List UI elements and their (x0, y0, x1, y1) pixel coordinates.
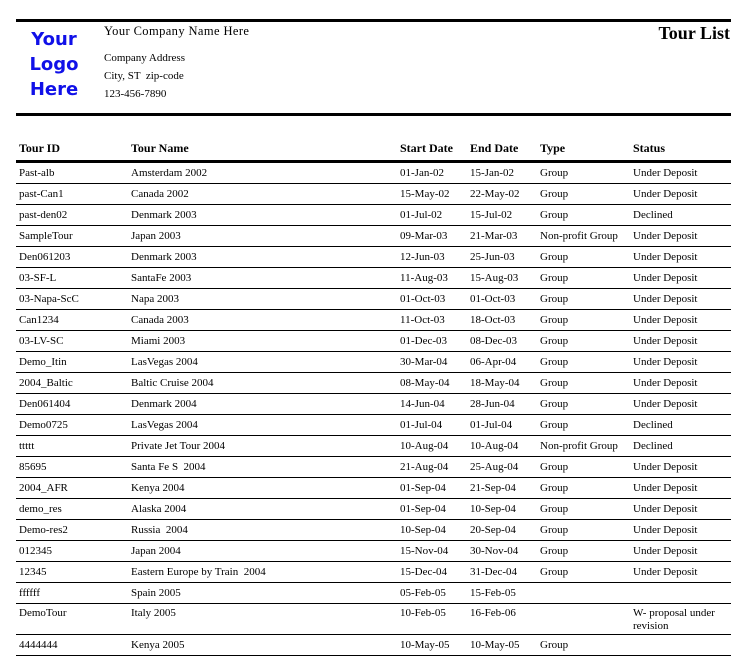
cell-status: Under Deposit (630, 478, 731, 499)
cell-type (537, 583, 630, 604)
cell-start-date: 10-Sep-04 (397, 520, 467, 541)
cell-start-date: 10-May-05 (397, 635, 467, 656)
cell-end-date: 01-Jul-04 (467, 415, 537, 436)
table-row (16, 478, 731, 499)
cell-end-date: 20-Sep-04 (467, 520, 537, 541)
column-header-tour-id: Tour ID (16, 139, 128, 162)
cell-tour-name: Canada 2002 (128, 184, 397, 205)
cell-end-date: 18-Oct-03 (467, 310, 537, 331)
cell-tour-name: Amsterdam 2002 (128, 162, 397, 184)
cell-type: Group (537, 499, 630, 520)
table-row (16, 162, 731, 184)
cell-start-date: 10-Feb-05 (397, 604, 467, 635)
cell-start-date: 01-Jul-04 (397, 415, 467, 436)
cell-tour-name: Canada 2003 (128, 310, 397, 331)
cell-tour-name: Alaska 2004 (128, 499, 397, 520)
table-row (16, 499, 731, 520)
cell-type: Group (537, 373, 630, 394)
cell-tour-id: 12345 (16, 562, 128, 583)
cell-end-date: 16-Feb-06 (467, 604, 537, 635)
cell-end-date: 01-Oct-03 (467, 289, 537, 310)
cell-end-date: 22-May-02 (467, 184, 537, 205)
cell-status: Under Deposit (630, 499, 731, 520)
table-row (16, 436, 731, 457)
table-header-row (16, 139, 731, 162)
cell-start-date: 21-Aug-04 (397, 457, 467, 478)
cell-status: Under Deposit (630, 520, 731, 541)
cell-tour-id: 85695 (16, 457, 128, 478)
tour-table (16, 139, 731, 656)
cell-type: Group (537, 394, 630, 415)
cell-tour-id: Demo-res2 (16, 520, 128, 541)
cell-tour-name: LasVegas 2004 (128, 352, 397, 373)
cell-status: Under Deposit (630, 562, 731, 583)
table-row (16, 331, 731, 352)
cell-tour-id: ffffff (16, 583, 128, 604)
cell-status: Under Deposit (630, 310, 731, 331)
company-phone: 123-456-7890 (104, 88, 167, 100)
cell-tour-name: Russia 2004 (128, 520, 397, 541)
cell-start-date: 05-Feb-05 (397, 583, 467, 604)
cell-start-date: 01-Sep-04 (397, 478, 467, 499)
cell-status: Under Deposit (630, 162, 731, 184)
table-row (16, 583, 731, 604)
cell-status: Declined (630, 436, 731, 457)
table-row (16, 635, 731, 656)
top-rule (16, 19, 731, 22)
table-row (16, 373, 731, 394)
table-row (16, 394, 731, 415)
cell-type: Group (537, 352, 630, 373)
cell-status: Under Deposit (630, 226, 731, 247)
cell-type: Group (537, 289, 630, 310)
company-info (104, 24, 249, 103)
cell-tour-name: Napa 2003 (128, 289, 397, 310)
cell-type: Group (537, 205, 630, 226)
cell-status: Under Deposit (630, 331, 731, 352)
cell-tour-id: past-Can1 (16, 184, 128, 205)
table-body (16, 162, 731, 656)
cell-tour-id: Demo0725 (16, 415, 128, 436)
cell-end-date: 15-Feb-05 (467, 583, 537, 604)
column-header-start-date: Start Date (397, 139, 467, 162)
cell-start-date: 10-Aug-04 (397, 436, 467, 457)
cell-type: Group (537, 310, 630, 331)
cell-status: W- proposal under revision (630, 604, 731, 635)
cell-tour-id: Den061404 (16, 394, 128, 415)
cell-type (537, 604, 630, 635)
cell-end-date: 10-May-05 (467, 635, 537, 656)
logo-line: Logo (29, 54, 79, 75)
table-row (16, 562, 731, 583)
column-header-end-date: End Date (467, 139, 537, 162)
cell-start-date: 01-Sep-04 (397, 499, 467, 520)
cell-type: Group (537, 457, 630, 478)
table-row (16, 352, 731, 373)
cell-tour-id: Den061203 (16, 247, 128, 268)
cell-tour-id: 2004_AFR (16, 478, 128, 499)
cell-type: Group (537, 415, 630, 436)
cell-status (630, 583, 731, 604)
cell-tour-name: Spain 2005 (128, 583, 397, 604)
cell-status (630, 635, 731, 656)
cell-end-date: 25-Aug-04 (467, 457, 537, 478)
cell-status: Under Deposit (630, 184, 731, 205)
cell-tour-id: 03-SF-L (16, 268, 128, 289)
cell-status: Declined (630, 415, 731, 436)
cell-type: Non-profit Group (537, 226, 630, 247)
cell-end-date: 21-Mar-03 (467, 226, 537, 247)
cell-tour-id: SampleTour (16, 226, 128, 247)
cell-tour-name: LasVegas 2004 (128, 415, 397, 436)
cell-start-date: 11-Aug-03 (397, 268, 467, 289)
cell-start-date: 14-Jun-04 (397, 394, 467, 415)
cell-type: Group (537, 247, 630, 268)
cell-tour-id: 2004_Baltic (16, 373, 128, 394)
table-row (16, 457, 731, 478)
cell-tour-id: Can1234 (16, 310, 128, 331)
cell-start-date: 15-Dec-04 (397, 562, 467, 583)
cell-tour-name: Kenya 2005 (128, 635, 397, 656)
cell-type: Non-profit Group (537, 436, 630, 457)
cell-type: Group (537, 268, 630, 289)
cell-tour-name: Japan 2004 (128, 541, 397, 562)
cell-tour-name: Eastern Europe by Train 2004 (128, 562, 397, 583)
cell-tour-id: past-den02 (16, 205, 128, 226)
cell-start-date: 01-Jan-02 (397, 162, 467, 184)
cell-tour-id: demo_res (16, 499, 128, 520)
cell-tour-id: 4444444 (16, 635, 128, 656)
cell-end-date: 30-Nov-04 (467, 541, 537, 562)
cell-type: Group (537, 184, 630, 205)
cell-end-date: 15-Jul-02 (467, 205, 537, 226)
company-name: Your Company Name Here (104, 24, 250, 38)
cell-end-date: 21-Sep-04 (467, 478, 537, 499)
cell-tour-name: Santa Fe S 2004 (128, 457, 397, 478)
cell-tour-id: DemoTour (16, 604, 128, 635)
cell-end-date: 10-Sep-04 (467, 499, 537, 520)
cell-tour-name: Japan 2003 (128, 226, 397, 247)
report-title: Tour List (658, 23, 730, 43)
cell-status: Under Deposit (630, 457, 731, 478)
cell-start-date: 09-Mar-03 (397, 226, 467, 247)
cell-status: Under Deposit (630, 541, 731, 562)
table-row (16, 205, 731, 226)
column-header-tour-name: Tour Name (128, 139, 397, 162)
table-row (16, 541, 731, 562)
cell-tour-name: Miami 2003 (128, 331, 397, 352)
table-row (16, 289, 731, 310)
cell-tour-name: Private Jet Tour 2004 (128, 436, 397, 457)
cell-tour-id: 03-Napa-ScC (16, 289, 128, 310)
cell-status: Under Deposit (630, 373, 731, 394)
cell-tour-id: 012345 (16, 541, 128, 562)
cell-tour-name: Italy 2005 (128, 604, 397, 635)
cell-start-date: 15-May-02 (397, 184, 467, 205)
cell-end-date: 10-Aug-04 (467, 436, 537, 457)
cell-end-date: 15-Aug-03 (467, 268, 537, 289)
cell-end-date: 06-Apr-04 (467, 352, 537, 373)
cell-start-date: 08-May-04 (397, 373, 467, 394)
table-row (16, 184, 731, 205)
cell-type: Group (537, 162, 630, 184)
cell-tour-name: SantaFe 2003 (128, 268, 397, 289)
cell-start-date: 15-Nov-04 (397, 541, 467, 562)
table-row (16, 268, 731, 289)
cell-status: Declined (630, 205, 731, 226)
table-row (16, 247, 731, 268)
header-bottom-rule (16, 113, 731, 116)
company-address: Company Address (104, 52, 185, 64)
cell-start-date: 01-Jul-02 (397, 205, 467, 226)
table-row (16, 310, 731, 331)
logo-line: Your (31, 29, 77, 50)
column-header-status: Status (630, 139, 731, 162)
cell-start-date: 01-Dec-03 (397, 331, 467, 352)
cell-end-date: 18-May-04 (467, 373, 537, 394)
cell-type: Group (537, 478, 630, 499)
logo-line: Here (29, 79, 79, 100)
column-header-type: Type (537, 139, 630, 162)
cell-end-date: 31-Dec-04 (467, 562, 537, 583)
cell-type: Group (537, 541, 630, 562)
cell-start-date: 12-Jun-03 (397, 247, 467, 268)
cell-tour-id: Demo_Itin (16, 352, 128, 373)
cell-status: Under Deposit (630, 289, 731, 310)
cell-tour-name: Baltic Cruise 2004 (128, 373, 397, 394)
cell-status: Under Deposit (630, 268, 731, 289)
cell-tour-name: Denmark 2004 (128, 394, 397, 415)
table-row (16, 520, 731, 541)
cell-start-date: 01-Oct-03 (397, 289, 467, 310)
table-row (16, 604, 731, 635)
cell-tour-id: ttttt (16, 436, 128, 457)
cell-start-date: 30-Mar-04 (397, 352, 467, 373)
cell-tour-id: 03-LV-SC (16, 331, 128, 352)
cell-tour-name: Kenya 2004 (128, 478, 397, 499)
cell-type: Group (537, 520, 630, 541)
cell-end-date: 25-Jun-03 (467, 247, 537, 268)
table-row (16, 226, 731, 247)
cell-tour-name: Denmark 2003 (128, 205, 397, 226)
cell-status: Under Deposit (630, 352, 731, 373)
cell-status: Under Deposit (630, 247, 731, 268)
company-city: City, ST zip-code (104, 70, 184, 82)
cell-type: Group (537, 331, 630, 352)
logo-placeholder (22, 27, 86, 102)
cell-tour-name: Denmark 2003 (128, 247, 397, 268)
cell-type: Group (537, 635, 630, 656)
cell-tour-id: Past-alb (16, 162, 128, 184)
table-row (16, 415, 731, 436)
cell-start-date: 11-Oct-03 (397, 310, 467, 331)
cell-end-date: 15-Jan-02 (467, 162, 537, 184)
cell-end-date: 08-Dec-03 (467, 331, 537, 352)
cell-status: Under Deposit (630, 394, 731, 415)
cell-end-date: 28-Jun-04 (467, 394, 537, 415)
cell-type: Group (537, 562, 630, 583)
